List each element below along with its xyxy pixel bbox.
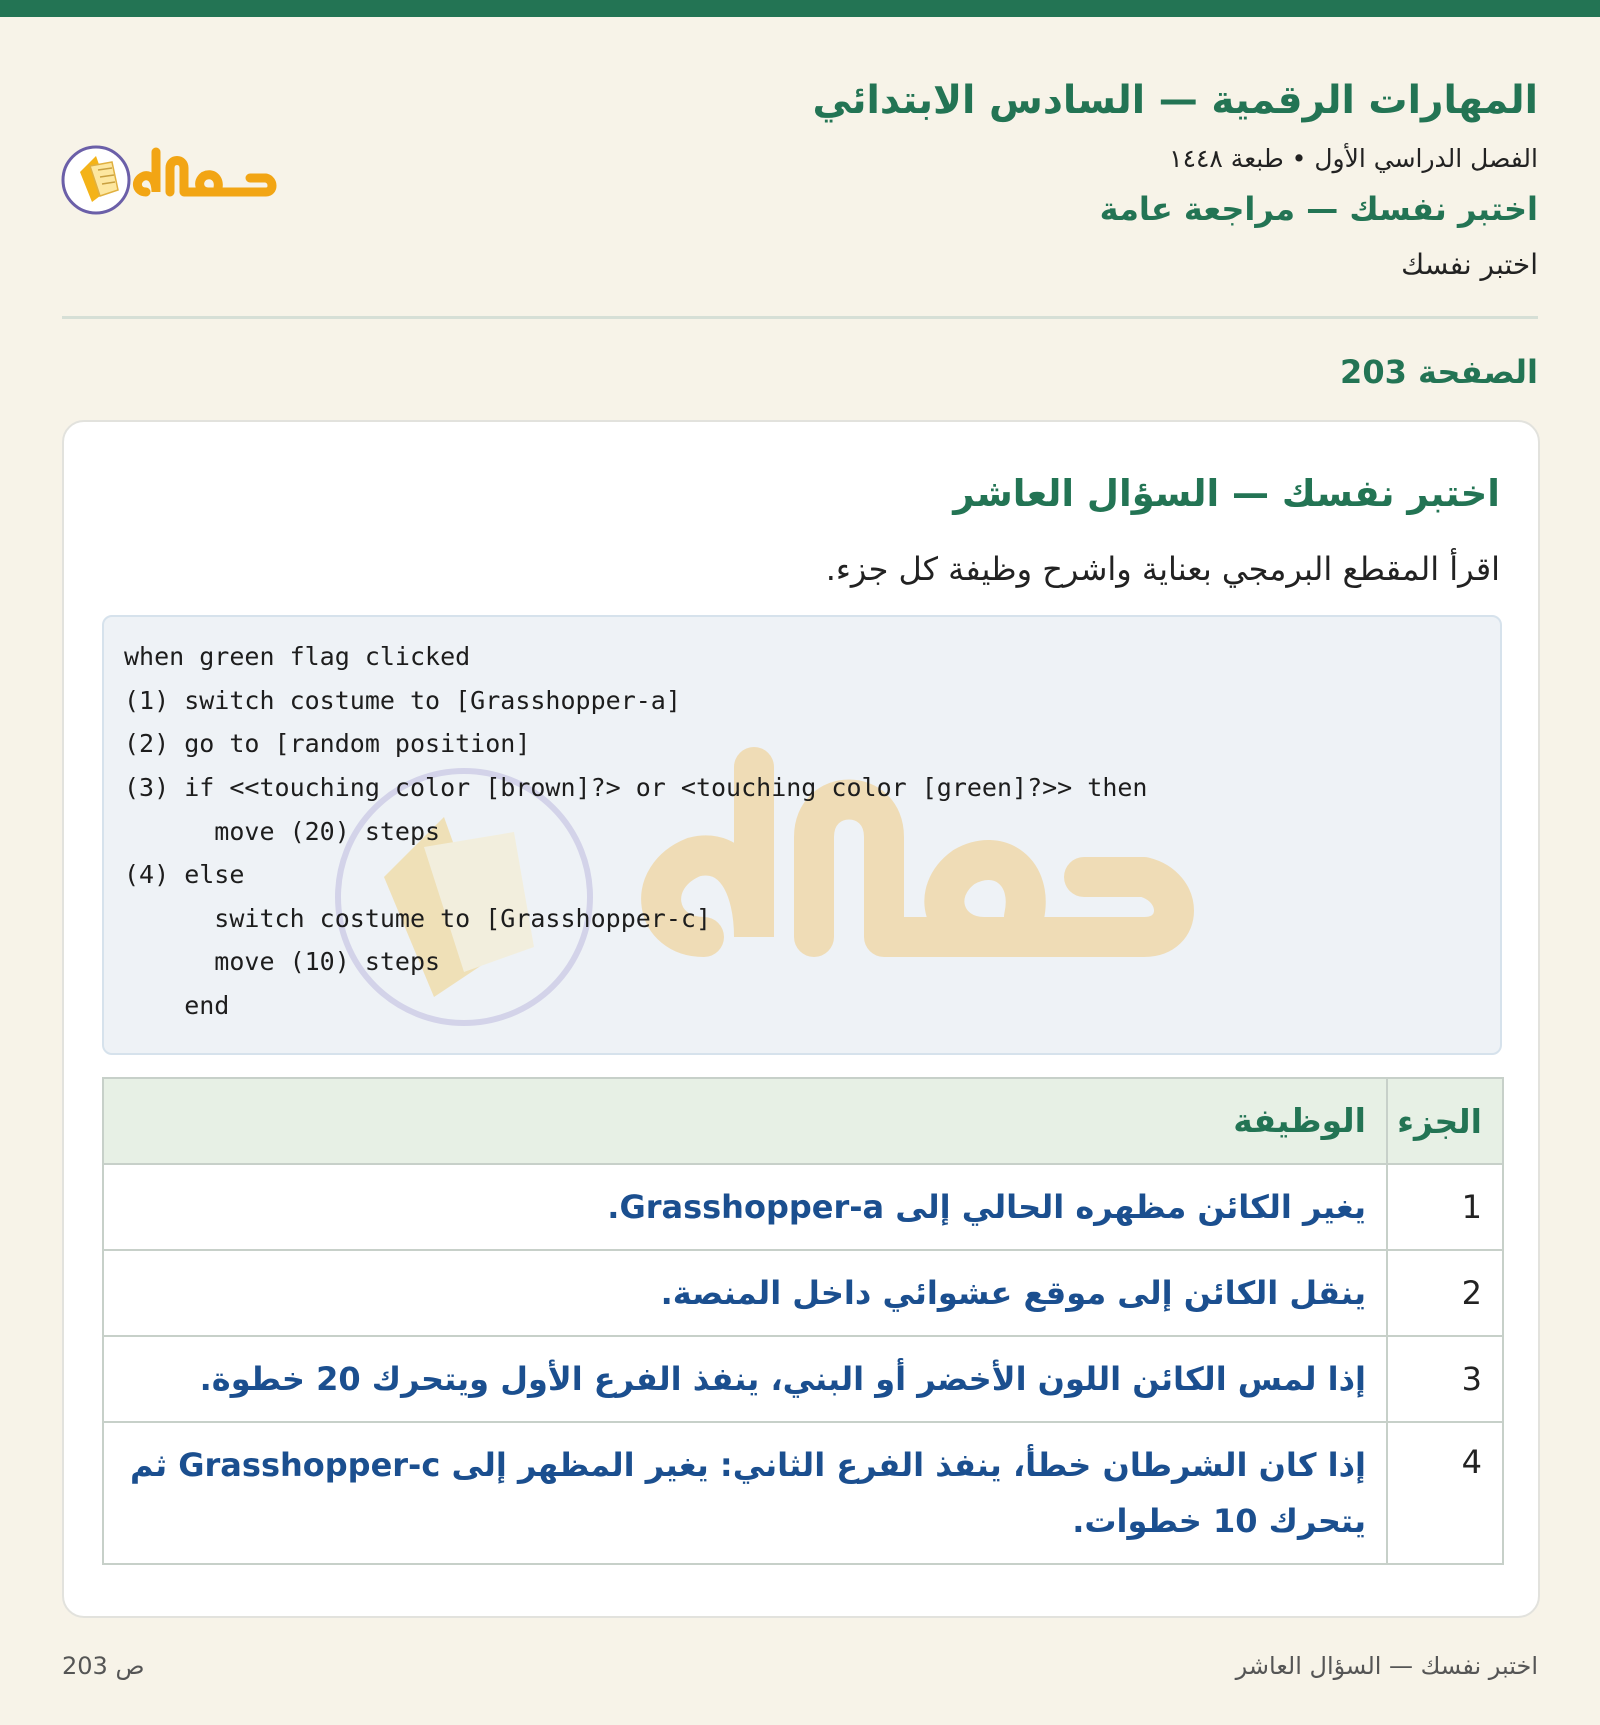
answer-table (102, 1077, 1504, 1565)
part-number: 4 (1386, 1423, 1502, 1563)
function-answer: إذا كان الشرطان خطأ، ينفذ الفرع الثاني: يغير المظهر إلى Grasshopper-c ثم يتحرك 10 خطوات. (130, 1446, 1366, 1540)
code-line: (1) switch costume to [Grasshopper-a] (124, 686, 681, 715)
code-line: (2) go to [random position] (124, 729, 531, 758)
function-answer: ينقل الكائن إلى موقع عشوائي داخل المنصة. (660, 1274, 1366, 1312)
code-line: (3) if <<touching color [brown]?> or <touching color [green]?>> then (124, 773, 1148, 802)
code-line: switch costume to [Grasshopper-c] (124, 904, 711, 933)
section-title: اختبر نفسك — مراجعة عامة (1099, 190, 1538, 228)
table-row (104, 1249, 1502, 1335)
part-number: 3 (1386, 1337, 1502, 1421)
footer-question-ref: اختبر نفسك — السؤال العاشر (1235, 1652, 1538, 1680)
top-accent-bar (0, 0, 1600, 17)
code-line: when green flag clicked (124, 642, 471, 671)
footer-page-ref: ص 203 (62, 1652, 145, 1680)
question-instruction: اقرأ المقطع البرمجي بعناية واشرح وظيفة كل جزء. (825, 550, 1500, 588)
page-number-label: الصفحة 203 (1340, 353, 1538, 391)
code-line: end (124, 991, 230, 1020)
question-title: اختبر نفسك — السؤال العاشر (953, 472, 1500, 515)
code-line: move (10) steps (124, 947, 441, 976)
function-answer: إذا لمس الكائن اللون الأخضر أو البني، ينفذ الفرع الأول ويتحرك 20 خطوة. (199, 1360, 1366, 1398)
header-divider (62, 316, 1538, 319)
code-line: move (20) steps (124, 817, 441, 846)
table-header-function: الوظيفة (1233, 1101, 1366, 1140)
table-row (104, 1421, 1502, 1563)
book-title: المهارات الرقمية — السادس الابتدائي (812, 78, 1538, 123)
table-row (104, 1163, 1502, 1249)
table-header-row (104, 1079, 1502, 1163)
part-number: 1 (1386, 1165, 1502, 1249)
book-subtitle: الفصل الدراسي الأول • طبعة ١٤٤٨ (1169, 144, 1538, 173)
code-block (102, 615, 1502, 1055)
table-row (104, 1335, 1502, 1421)
part-number: 2 (1386, 1251, 1502, 1335)
book-logo-icon (60, 132, 280, 224)
function-answer: يغير الكائن مظهره الحالي إلى Grasshopper-a. (607, 1188, 1366, 1226)
table-header-part: الجزء (1386, 1079, 1502, 1163)
code-line: (4) else (124, 860, 245, 889)
lesson-title: اختبر نفسك (1401, 248, 1538, 281)
question-card (62, 420, 1540, 1618)
